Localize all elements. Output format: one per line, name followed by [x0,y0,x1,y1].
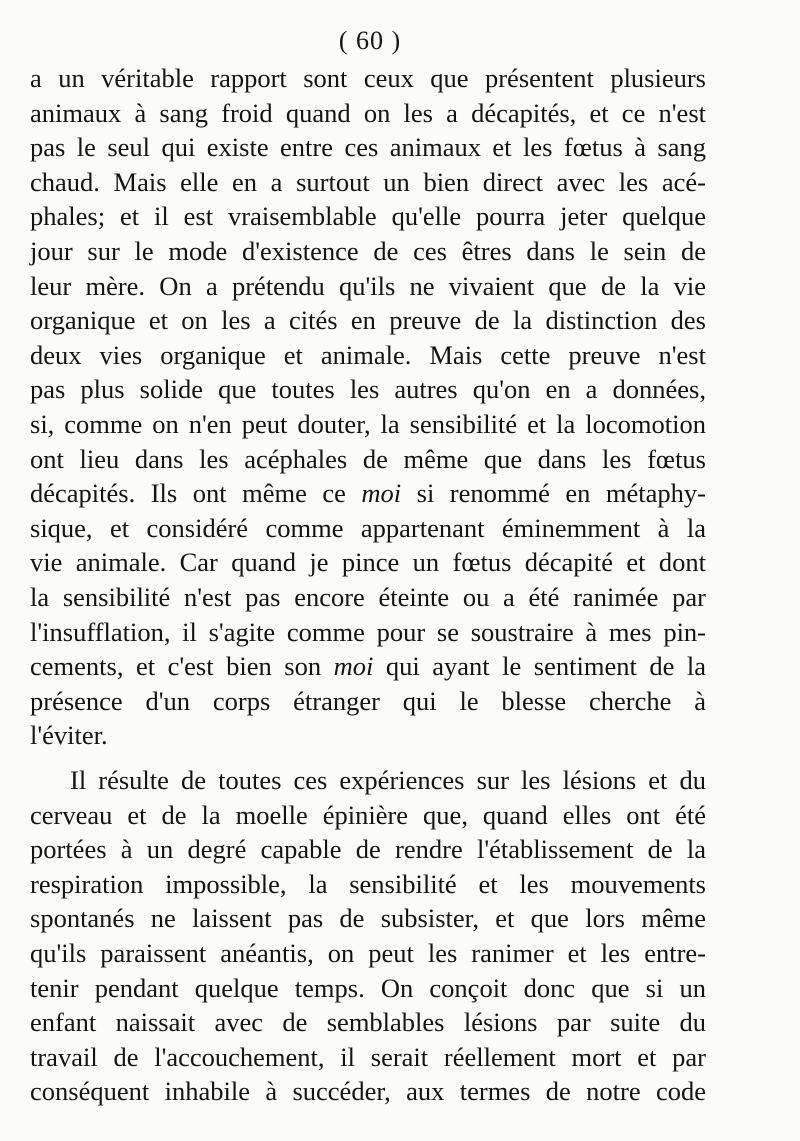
text-line: ont lieu dans les acéphales de même que dans les fœtus [30,443,706,474]
text-line: animaux à sang froid quand on les a décapités, et ce n'est [30,97,706,128]
text-line: leur mère. On a prétendu qu'ils ne vivaient que de la vie [30,270,706,301]
emphasis-moi: moi [361,478,402,509]
text-line: conséquent inhabile à succéder, aux termes de notre code [30,1076,706,1107]
text-line-with-emphasis [30,476,706,511]
text-line: tenir pendant quelque temps. On conçoit donc que si un [30,972,706,1003]
text-line: a un véritable rapport sont ceux que présentent plusieurs [30,63,706,93]
paragraph-2 [30,763,706,1109]
text-line: organique et on les a cités en preuve de la distinction des [30,305,706,336]
text-line: respiration impossible, la sensibilité et les mouvements [30,868,706,899]
text-line: phales; et il est vraisemblable qu'elle pourra jeter quelque [30,201,706,232]
text-span: cements, et c'est bien son [30,651,334,682]
text-line: Il résulte de toutes ces expériences sur les lésions et du [70,765,706,795]
emphasis-moi: moi [333,651,374,682]
text-line: l'insufflation, il s'agite comme pour se soustraire à mes pin- [30,616,706,647]
text-line: sique, et considéré comme appartenant éminemment à la [30,512,706,543]
text-line: pas le seul qui existe entre ces animaux et les fœtus à sang [30,132,706,163]
text-line: qu'ils paraissent anéantis, on peut les ranimer et les entre- [30,937,706,968]
paragraph-1 [30,61,706,753]
text-line: vie animale. Car quand je pince un fœtus décapité et dont [30,547,706,578]
text-line: enfant naissait avec de semblables lésions par suite du [30,1007,706,1038]
text-span: qui ayant le sentiment de la [373,651,707,682]
text-line: jour sur le mode d'existence de ces êtres dans le sein de [30,235,706,266]
text-line: chaud. Mais elle en a surtout un bien direct avec les acé- [30,166,706,197]
text-span: si renommé en métaphy- [401,478,706,509]
text-line: pas plus solide que toutes les autres qu'on en a données, [30,374,706,405]
page-number: ( 60 ) [338,26,402,55]
text-line: travail de l'accouchement, il serait réellement mort et par [30,1041,706,1072]
text-line: cerveau et de la moelle épinière que, quand elles ont été [30,799,706,830]
text-line: deux vies organique et animale. Mais cette preuve n'est [30,339,706,370]
text-line: portées à un degré capable de rendre l'établissement de la [30,834,706,865]
text-line: l'éviter. [30,720,108,751]
text-line: spontanés ne laissent pas de subsister, et que lors même [30,903,706,934]
text-line: si, comme on n'en peut douter, la sensibilité et la locomotion [30,408,706,439]
text-line-with-emphasis [30,649,706,684]
text-line: présence d'un corps étranger qui le blesse cherche à [30,685,706,716]
text-line: la sensibilité n'est pas encore éteinte ou a été ranimée par [30,581,706,612]
text-span: décapités. Ils ont même ce [30,478,362,509]
